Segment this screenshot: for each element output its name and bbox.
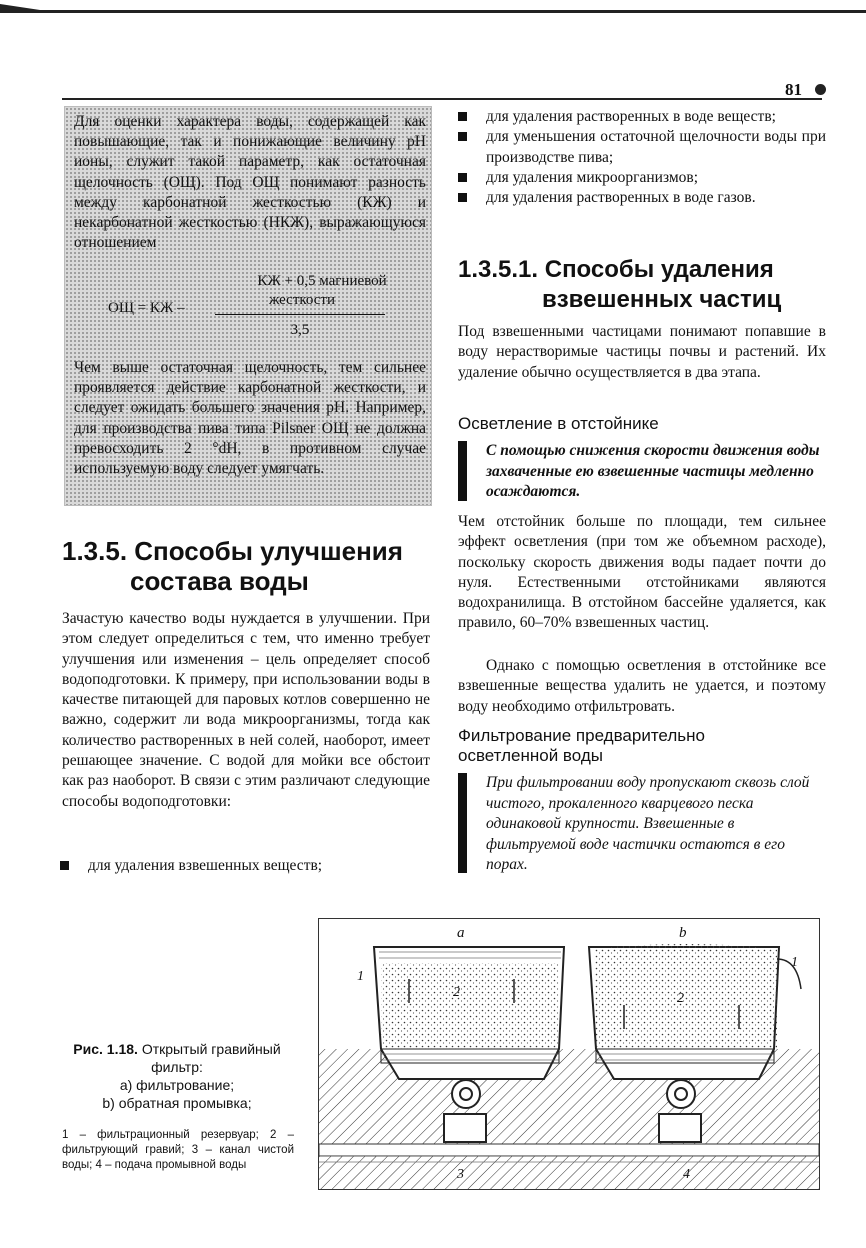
bullet-list-right [456, 107, 826, 208]
top-rule [0, 10, 866, 13]
figure-caption-title: Рис. 1.18. [73, 1041, 138, 1057]
header-line [62, 98, 822, 100]
section-heading-1351-line2: взвешенных частиц [542, 286, 782, 313]
list-item: для удаления микроорганизмов; [456, 168, 826, 188]
list-item: для удаления растворенных в воде веществ; [456, 107, 826, 127]
callout-bar-1 [458, 441, 467, 501]
formula-fraction-bar [215, 314, 385, 315]
diagram-label-1-right: 1 [791, 955, 798, 970]
formula-denominator: 3,5 [290, 322, 310, 338]
formula-left: ОЩ = КЖ – [108, 300, 185, 316]
figure-caption-line2: a) фильтрование; [119, 1077, 235, 1093]
diagram-label-b: b [679, 925, 687, 941]
diagram-label-a: a [457, 925, 465, 941]
section-1351-intro: Под взвешенными частицами понимают попавшие в воду нерастворимые частицы почвы и растений. Их удаление обычно осуществляется в два этапа. [458, 323, 826, 381]
callout-filtration: При фильтровании воду пропускают сквозь слой чистого, прокаленного кварцевого песка одинаковой крупности. Взвешенные в фильтруемой воде частички остаются в его порах. [486, 774, 810, 873]
subheading-filtration-line1: Фильтрование предварительно [458, 726, 705, 745]
shaded-paragraph-2: Чем выше остаточная щелочность, тем сильнее проявляется действие карбонатной жесткости, и следует ожидать большего значения pH. Например, для производства пива типа Pilsner ОЩ не должна превосходить 2 °dH, в противном случае используемую воду следует умягчать. [74, 359, 426, 478]
filter-diagram [319, 919, 819, 1189]
callout-bar-2 [458, 773, 467, 873]
shaded-paragraph-1: Для оценки характера воды, содержащей как повышающие, так и понижающие величину pH ионы, служит такой параметр, как остаточная щелочность (ОЩ). Под ОЩ понимают разность между карбонатной жесткостью (КЖ) и некарбонатной жесткостью (НКЖ), выражающуюся отношением [74, 113, 426, 252]
figure-caption-line1: Открытый гравийный фильтр: [141, 1041, 281, 1075]
diagram-label-2-right: 2 [677, 991, 684, 1006]
figure-caption [62, 1040, 292, 1112]
page-number: 81 [785, 80, 802, 99]
diagram-label-3: 3 [457, 1167, 464, 1182]
callout-settling: С помощью снижения скорости движения воды захваченные ею взвешенные частицы медленно осаждаются. [486, 442, 820, 500]
section-1351-para1: Чем отстойник больше по площади, тем сильнее эффект осветления (при том же объемном расходе), поскольку скорость движения воды падает почти до нуля. Естественными отстойниками являются водохранилища. В отстойном бассейне удаляется, как правило, 60–70% взвешенных частиц. [458, 513, 826, 632]
list-item: для удаления растворенных в воде газов. [456, 188, 826, 208]
figure-caption-line3: b) обратная промывка; [102, 1095, 252, 1111]
subheading-filtration-line2: осветленной воды [458, 746, 603, 765]
section-1351-para2: Однако с помощью осветления в отстойнике все взвешенные вещества удалить не удается, и поэтому воду необходимо отфильтровать. [458, 657, 826, 715]
bullet-list-left [58, 856, 430, 876]
list-item: для уменьшения остаточной щелочности воды при производстве пива; [456, 127, 826, 168]
section-heading-135-line1: 1.3.5. Способы улучшения [62, 536, 403, 566]
filter-figure [318, 918, 820, 1190]
section-heading-1351-line1: 1.3.5.1. Способы удаления [458, 256, 774, 283]
formula-numerator-1: КЖ + 0,5 магниевой [257, 273, 387, 289]
diagram-label-1-left: 1 [357, 969, 364, 984]
section-heading-135-line2: состава воды [130, 566, 309, 596]
diagram-label-2-left: 2 [453, 985, 460, 1000]
figure-legend: 1 – фильтрационный резервуар; 2 – фильтрующий гравий; 3 – канал чистой воды; 4 – подача промывной воды [62, 1129, 294, 1171]
diagram-label-4: 4 [683, 1167, 690, 1182]
subheading-settling: Осветление в отстойнике [458, 414, 659, 433]
list-item: для удаления взвешенных веществ; [58, 856, 430, 876]
page-number-dot [815, 84, 826, 95]
section-135-paragraph: Зачастую качество воды нуждается в улучшении. При этом следует определиться с тем, что именно требует улучшения или изменения – цель определяет способ водоподготовки. К примеру, при использовании воды в качестве питающей для паровых котлов совершенно не важно, содержит ли вода микроорганизмы, тогда как количество растворенных в ней солей, наоборот, имеет решающее значение. С водой для мойки все обстоит как раз наоборот. В связи с этим различают следующие способы водоподготовки: [62, 610, 430, 810]
formula-numerator-2: жесткости [268, 292, 336, 308]
